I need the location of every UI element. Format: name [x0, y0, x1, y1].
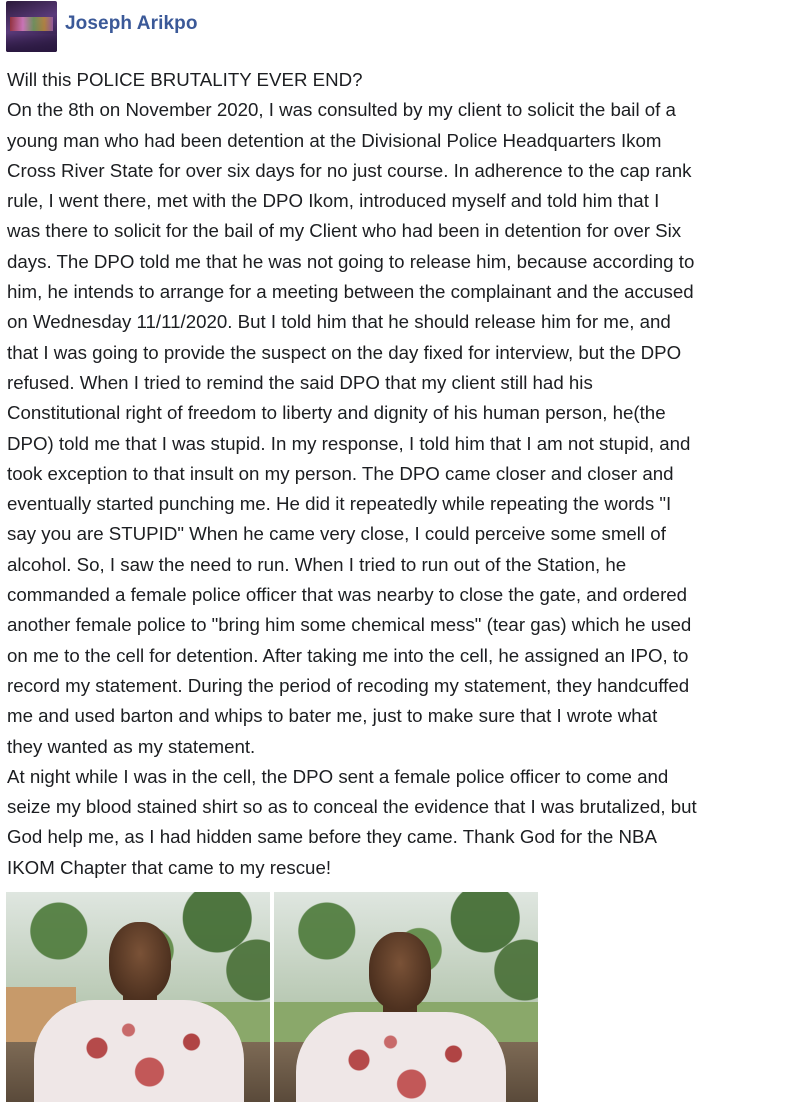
author-avatar[interactable] [6, 1, 57, 52]
post-body [7, 65, 781, 883]
post-text-line: him, he intends to arrange for a meeting between the complainant and the accused [7, 281, 694, 303]
photo-attachments [6, 892, 538, 1102]
post-text-line: was there to solicit for the bail of my Client who had been in detention for over Six [7, 220, 682, 242]
post-text-line: rule, I went there, met with the DPO Ikom, introduced myself and told him that I [7, 190, 660, 212]
post-text-line: alcohol. So, I saw the need to run. When I tried to run out of the Station, he [7, 553, 627, 575]
post-text-line: Will this POLICE BRUTALITY EVER END? [7, 69, 363, 90]
post-text-line: young man who had been detention at the Divisional Police Headquarters Ikom [7, 129, 662, 151]
post-text-line: eventually started punching me. He did it repeatedly while repeating the words "I [7, 493, 672, 515]
post-text-line: say you are STUPID" When he came very close, I could perceive some smell of [7, 523, 666, 545]
post-text-line: refused. When I tried to remind the said DPO that my client still had his [7, 371, 593, 393]
post-text-line: they wanted as my statement. [7, 735, 256, 757]
post-photo-1[interactable] [6, 892, 270, 1102]
post-text-line: took exception to that insult on my person. The DPO came closer and closer and [7, 462, 674, 484]
post-text-line: days. The DPO told me that he was not going to release him, because according to [7, 250, 695, 272]
post-header [6, 0, 198, 52]
post-text-line: on Wednesday 11/11/2020. But I told him that he should release him for me, and [7, 311, 671, 333]
post-text-line: At night while I was in the cell, the DPO sent a female police officer to come and [7, 765, 669, 787]
author-name[interactable]: Joseph Arikpo [65, 13, 198, 34]
post-text-line: On the 8th on November 2020, I was consulted by my client to solicit the bail of a [7, 99, 676, 121]
post-text-line: God help me, as I had hidden same before they came. Thank God for the NBA [7, 826, 657, 848]
post-photo-2[interactable] [274, 892, 538, 1102]
post-text-line: commanded a female police officer that was nearby to close the gate, and ordered [7, 584, 688, 606]
post-text-line: Constitutional right of freedom to liberty and dignity of his human person, he(the [7, 402, 666, 424]
post-text-line: record my statement. During the period of recoding my statement, they handcuffed [7, 674, 690, 696]
post-text-line: me and used barton and whips to bater me, just to make sure that I wrote what [7, 705, 658, 727]
post-text-line: IKOM Chapter that came to my rescue! [7, 856, 332, 878]
post-text-line: seize my blood stained shirt so as to conceal the evidence that I was brutalized, but [7, 796, 697, 818]
post-text-line: on me to the cell for detention. After taking me into the cell, he assigned an IPO, to [7, 644, 689, 666]
post-text-line: DPO) told me that I was stupid. In my response, I told him that I am not stupid, and [7, 432, 691, 454]
post-text-line: Cross River State for over six days for no just course. In adherence to the cap rank [7, 159, 692, 181]
post-text-line: another female police to "bring him some chemical mess" (tear gas) which he used [7, 614, 692, 636]
post-text-line: that I was going to provide the suspect on the day fixed for interview, but the DPO [7, 341, 682, 363]
